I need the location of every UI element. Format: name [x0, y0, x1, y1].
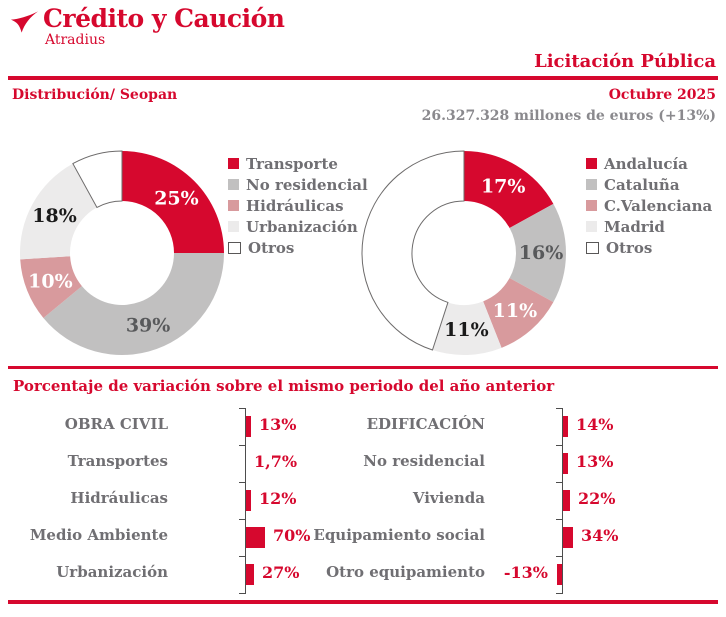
bar-obra-civil	[246, 416, 251, 437]
bar-value-transportes: 1,7%	[254, 452, 298, 471]
donut-data-label-urbanizacion: 18%	[32, 204, 77, 227]
bar-medio-ambiente	[246, 527, 265, 548]
legend-segments	[228, 153, 368, 258]
axis-tick	[239, 482, 245, 483]
bar-label-urbanizacion: Urbanización	[56, 563, 168, 581]
legend-swatch-icon	[586, 179, 597, 190]
bar-label-edificacion: EDIFICACIÓN	[366, 415, 485, 433]
axis-tick	[239, 408, 245, 409]
legend-item-no-residencial	[228, 174, 368, 195]
bar-value-hidraulicas: 12%	[259, 489, 297, 508]
axis-tick	[556, 445, 562, 446]
axis-tick	[556, 482, 562, 483]
bar-value-medio-ambiente: 70%	[273, 526, 311, 545]
legend-item-urbanizacion	[228, 216, 368, 237]
variation-bar-charts	[0, 404, 726, 600]
axis-tick	[556, 556, 562, 557]
bar-vivienda	[563, 490, 570, 511]
axis-tick	[556, 408, 562, 409]
legend-swatch-icon	[586, 242, 599, 254]
bar-label-equipamiento-social: Equipamiento social	[313, 526, 485, 544]
bar-urbanizacion	[246, 564, 254, 585]
legend-label: Madrid	[604, 217, 665, 236]
legend-item-c-valenciana	[586, 195, 712, 216]
bar-value-equipamiento-social: 34%	[581, 526, 619, 545]
brand-text	[43, 6, 284, 48]
legend-item-andalucia	[586, 153, 712, 174]
legend-item-otros	[228, 237, 368, 258]
legend-item-otros	[586, 237, 712, 258]
donut-data-label-transporte: 25%	[154, 187, 199, 210]
axis-tick	[239, 556, 245, 557]
axis-tick	[239, 445, 245, 446]
axis-tick	[556, 593, 562, 594]
legend-swatch-icon	[228, 242, 241, 254]
donut-data-label-hidraulicas: 10%	[28, 270, 73, 293]
bar-edificacion	[563, 416, 568, 437]
brand-name: Crédito y Caución	[43, 4, 285, 33]
variation-title: Porcentaje de variación sobre el mismo periodo del año anterior	[13, 377, 555, 395]
legend-label: Transporte	[246, 154, 338, 173]
divider-middle	[8, 366, 718, 369]
divider-top	[8, 76, 718, 80]
bar-hidraulicas	[246, 490, 251, 511]
legend-swatch-icon	[228, 221, 239, 232]
page-title: Licitación Pública	[534, 51, 716, 72]
donut-data-label-madrid: 11%	[444, 318, 489, 341]
donut-chart-regions	[360, 149, 568, 357]
donut-chart-segments	[18, 149, 226, 357]
legend-regions	[586, 153, 712, 258]
legend-label: Andalucía	[604, 154, 688, 173]
bar-label-transportes: Transportes	[67, 452, 168, 470]
axis-tick	[239, 519, 245, 520]
donut-data-label-cataluna: 16%	[518, 242, 564, 264]
bird-swoosh-icon	[10, 10, 39, 34]
legend-label: Hidráulicas	[246, 196, 344, 215]
bar-value-obra-civil: 13%	[259, 415, 297, 434]
legend-item-madrid	[586, 216, 712, 237]
divider-bottom	[8, 600, 718, 604]
legend-swatch-icon	[228, 200, 239, 211]
legend-label: C.Valenciana	[604, 196, 713, 215]
bar-otro-equipamiento	[557, 564, 562, 585]
bar-value-edificacion: 14%	[576, 415, 614, 434]
legend-item-transporte	[228, 153, 368, 174]
total-amount: 26.327.328 millones de euros (+13%)	[421, 108, 716, 124]
bar-label-no-residencial: No residencial	[363, 452, 485, 470]
legend-item-hidraulicas	[228, 195, 368, 216]
bar-no-residencial	[563, 453, 568, 474]
legend-swatch-icon	[586, 158, 597, 169]
brand-logo	[10, 6, 284, 48]
bar-label-obra-civil: OBRA CIVIL	[64, 415, 168, 433]
donut-data-label-c-valenciana: 11%	[492, 299, 538, 322]
bar-label-vivienda: Vivienda	[412, 489, 485, 507]
brand-subname: Atradius	[45, 32, 106, 48]
donut-data-label-andalucia: 17%	[480, 175, 526, 198]
bar-equipamiento-social	[563, 527, 573, 548]
legend-swatch-icon	[228, 179, 239, 190]
legend-swatch-icon	[228, 158, 239, 169]
bar-label-medio-ambiente: Medio Ambiente	[29, 526, 168, 544]
legend-item-cataluna	[586, 174, 712, 195]
bar-value-no-residencial: 13%	[576, 452, 614, 471]
section-label: Distribución/ Seopan	[12, 87, 178, 103]
legend-label: Otros	[248, 238, 295, 257]
legend-swatch-icon	[586, 221, 597, 232]
legend-swatch-icon	[586, 200, 597, 211]
axis-tick	[239, 593, 245, 594]
legend-label: Cataluña	[604, 175, 680, 194]
bar-value-vivienda: 22%	[578, 489, 616, 508]
bar-label-otro-equipamiento: Otro equipamiento	[326, 563, 485, 581]
legend-label: Otros	[606, 238, 653, 257]
axis-tick	[556, 519, 562, 520]
donut-data-label-no-residencial: 39%	[125, 314, 171, 337]
bar-value-urbanizacion: 27%	[262, 563, 300, 582]
legend-label: Urbanización	[246, 217, 358, 236]
bar-label-hidraulicas: Hidráulicas	[70, 489, 168, 507]
bar-value-otro-equipamiento: -13%	[503, 563, 548, 582]
period-label: Octubre 2025	[608, 87, 716, 103]
legend-label: No residencial	[246, 175, 368, 194]
